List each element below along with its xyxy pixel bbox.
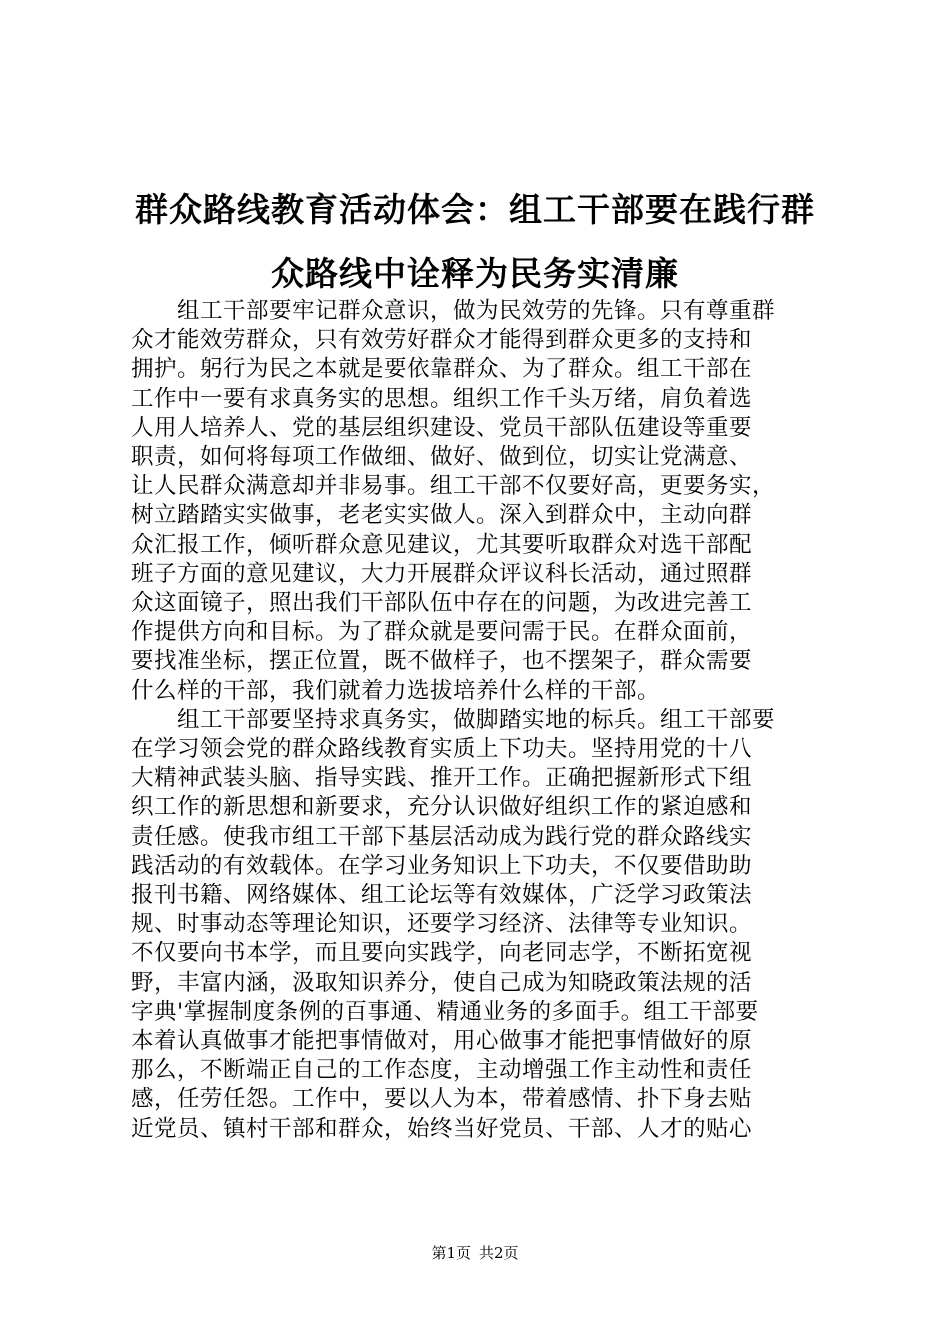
text-line: 众才能效劳群众，只有效劳好群众才能得到群众更多的支持和	[131, 327, 753, 354]
page-number-total: 共2页	[479, 1244, 519, 1262]
text-line: 众这面镜子，照出我们干部队伍中存在的问题，为改进完善工	[131, 590, 753, 617]
page-footer	[0, 1243, 950, 1263]
text-line: 拥护。躬行为民之本就是要依靠群众、为了群众。组工干部在	[131, 356, 753, 383]
text-line: 责任感。使我市组工干部下基层活动成为践行党的群众路线实	[131, 823, 753, 850]
text-line: 报刊书籍、网络媒体、组工论坛等有效媒体，广泛学习政策法	[131, 882, 753, 909]
text-line: 让人民群众满意却并非易事。组工干部不仅要好高，更要务实，	[131, 473, 776, 500]
text-line: 野，丰富内涵，汲取知识养分，使自己成为知晓政策法规的活	[131, 969, 753, 996]
text-line: 组工干部要坚持求真务实，做脚踏实地的标兵。组工干部要	[131, 706, 776, 733]
text-line: 不仅要向书本学，而且要向实践学，向老同志学，不断拓宽视	[131, 940, 753, 967]
text-line: 在学习领会党的群众路线教育实质上下功夫。坚持用党的十八	[131, 736, 753, 763]
document-body	[131, 297, 831, 1144]
title-line-1: 群众路线教育活动体会：组工干部要在践行群	[135, 190, 815, 229]
text-line: 要找准坐标，摆正位置，既不做样子，也不摆架子，群众需要	[131, 648, 753, 675]
text-line: 班子方面的意见建议，大力开展群众评议科长活动，通过照群	[131, 560, 753, 587]
text-line: 大精神武装头脑、指导实践、推开工作。正确把握新形式下组	[131, 765, 753, 792]
paragraph-2	[131, 706, 831, 1144]
text-line: 众汇报工作，倾听群众意见建议，尤其要听取群众对选干部配	[131, 531, 753, 558]
text-line: 本着认真做事才能把事情做对，用心做事才能把事情做好的原	[131, 1028, 753, 1055]
paragraph-1	[131, 297, 831, 706]
text-line: 什么样的干部，我们就着力选拔培养什么样的干部。	[131, 677, 661, 704]
title-line-2: 众路线中诠释为民务实清廉	[271, 254, 679, 293]
text-line: 工作中一要有求真务实的思想。组织工作千头万绪，肩负着选	[131, 385, 753, 412]
text-line: 那么，不断端正自己的工作态度，主动增强工作主动性和责任	[131, 1057, 753, 1084]
text-line: 组工干部要牢记群众意识，做为民效劳的先锋。只有尊重群	[131, 298, 776, 324]
text-line: 织工作的新思想和新要求，充分认识做好组织工作的紧迫感和	[131, 794, 753, 821]
text-line: 近党员、镇村干部和群众，始终当好党员、干部、人才的贴心	[131, 1115, 753, 1142]
page-number-current: 第1页	[431, 1244, 471, 1262]
text-line: 人用人培养人、党的基层组织建设、党员干部队伍建设等重要	[131, 414, 753, 441]
text-line: 字典'掌握制度条例的百事通、精通业务的多面手。组工干部要	[131, 998, 759, 1025]
text-line: 树立踏踏实实做事，老老实实做人。深入到群众中，主动向群	[131, 502, 753, 529]
text-line: 践活动的有效载体。在学习业务知识上下功夫，不仅要借助助	[131, 852, 753, 879]
text-line: 规、时事动态等理论知识，还要学习经济、法律等专业知识。	[131, 911, 753, 938]
text-line: 作提供方向和目标。为了群众就是要问需于民。在群众面前，	[131, 619, 753, 646]
page-title	[110, 178, 840, 306]
text-line: 职责，如何将每项工作做细、做好、做到位，切实让党满意、	[131, 444, 753, 471]
text-line: 感，任劳任怨。工作中，要以人为本，带着感情、扑下身去贴	[131, 1086, 753, 1113]
